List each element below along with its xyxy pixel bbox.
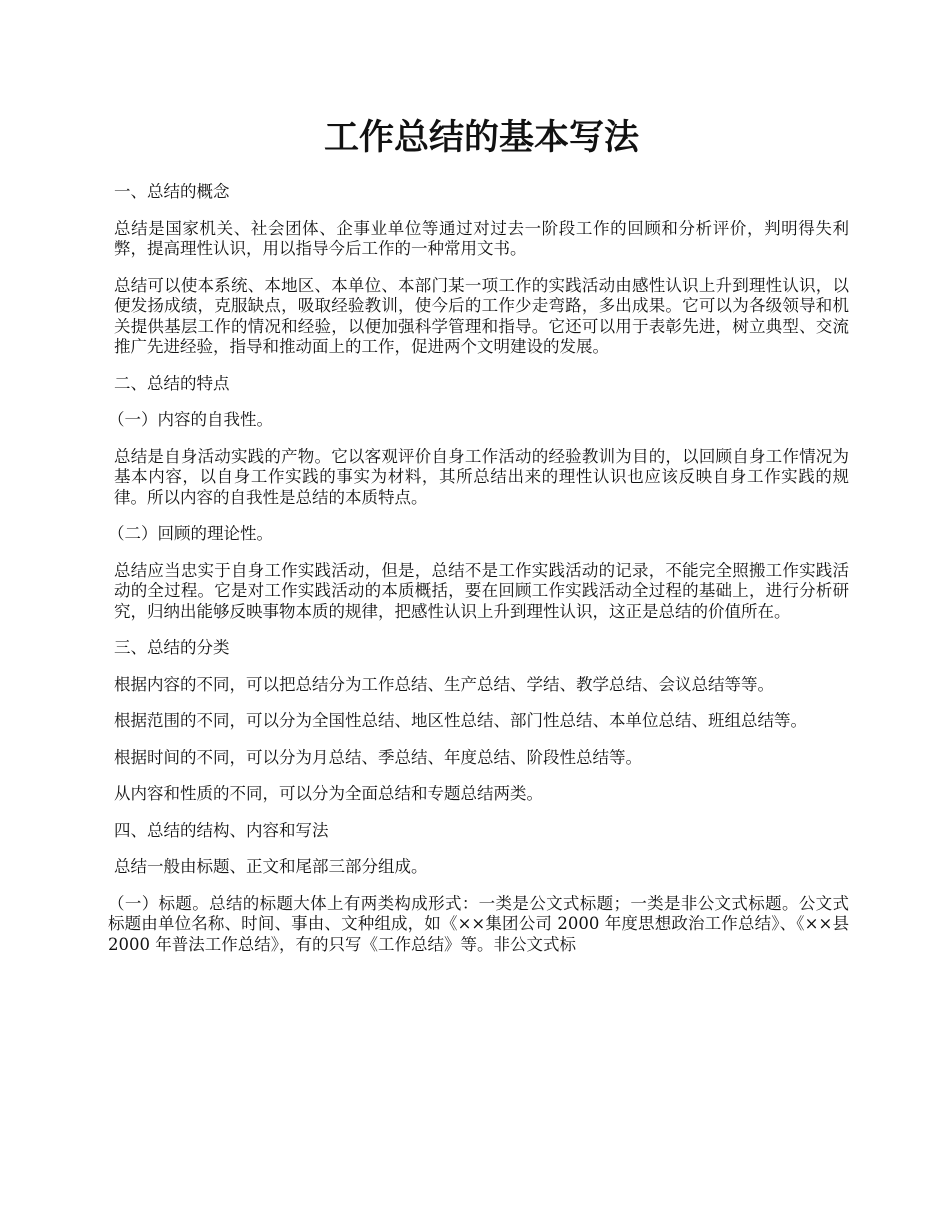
document-page [108, 112, 849, 971]
section-heading-features: 二、总结的特点 [114, 373, 230, 393]
subheading-self-content: （一）内容的自我性。 [108, 410, 273, 429]
paragraph-by-time: 根据时间的不同，可以分为月总结、季总结、年度总结、阶段性总结等。 [114, 747, 642, 767]
paragraph-theoretical-review: 总结应当忠实于自身工作实践活动，但是，总结不是工作实践活动的记录，不能完全照搬工作实践活动的全过程。它是对工作实践活动的本质概括，要在回顾工作实践活动全过程的基础上，进行分析研究，归纳出能够反映事物本质的规律，把感性认识上升到理性认识，这正是总结的价值所在。 [114, 560, 849, 621]
paragraph-composition: 总结一般由标题、正文和尾部三部分组成。 [114, 857, 428, 876]
paragraph-self-content: 总结是自身活动实践的产物。它以客观评价自身工作活动的经验教训为目的，以回顾自身工作情况为基本内容，以自身工作实践的事实为材料，其所总结出来的理性认识也应该反映自身工作实践的规律。所以内容的自我性是总结的本质特点。 [114, 446, 849, 507]
paragraph-by-nature: 从内容和性质的不同，可以分为全面总结和专题总结两类。 [114, 784, 543, 803]
section-heading-concept: 一、总结的概念 [114, 182, 230, 201]
paragraph-purpose: 总结可以使本系统、本地区、本单位、本部门某一项工作的实践活动由感性认识上升到理性认识，以便发扬成绩，克服缺点，吸取经验教训，使今后的工作少走弯路，多出成果。它可以为各级领导和机关提供基层工作的情况和经验，以便加强科学管理和指导。它还可以用于表彰先进，树立典型、交流推广先进经验，指导和推动面上的工作，促进两个文明建设的发展。 [114, 275, 849, 356]
section-heading-structure: 四、总结的结构、内容和写法 [114, 820, 329, 840]
paragraph-title-section: （一）标题。总结的标题大体上有两类构成形式：一类是公文式标题；一类是非公文式标题。公文式标题由单位名称、时间、事由、文种组成，如《××集团公司 2000 年度思想政治工作总结》、《××县 2000 年普法工作总结》，有的只写《工作总结》等。非公文式标 [108, 893, 849, 954]
section-heading-classification: 三、总结的分类 [114, 638, 230, 657]
paragraph-by-content: 根据内容的不同，可以把总结分为工作总结、生产总结、学结、教学总结、会议总结等等。 [114, 674, 774, 694]
paragraph-by-scope: 根据范围的不同，可以分为全国性总结、地区性总结、部门性总结、本单位总结、班组总结等。 [114, 711, 807, 730]
document-title: 工作总结的基本写法 [323, 117, 639, 158]
paragraph-definition: 总结是国家机关、社会团体、企事业单位等通过对过去一阶段工作的回顾和分析评价，判明得失利弊，提高理性认识，用以指导今后工作的一种常用文书。 [114, 218, 849, 258]
subheading-theoretical-review: （二）回顾的理论性。 [108, 524, 273, 543]
